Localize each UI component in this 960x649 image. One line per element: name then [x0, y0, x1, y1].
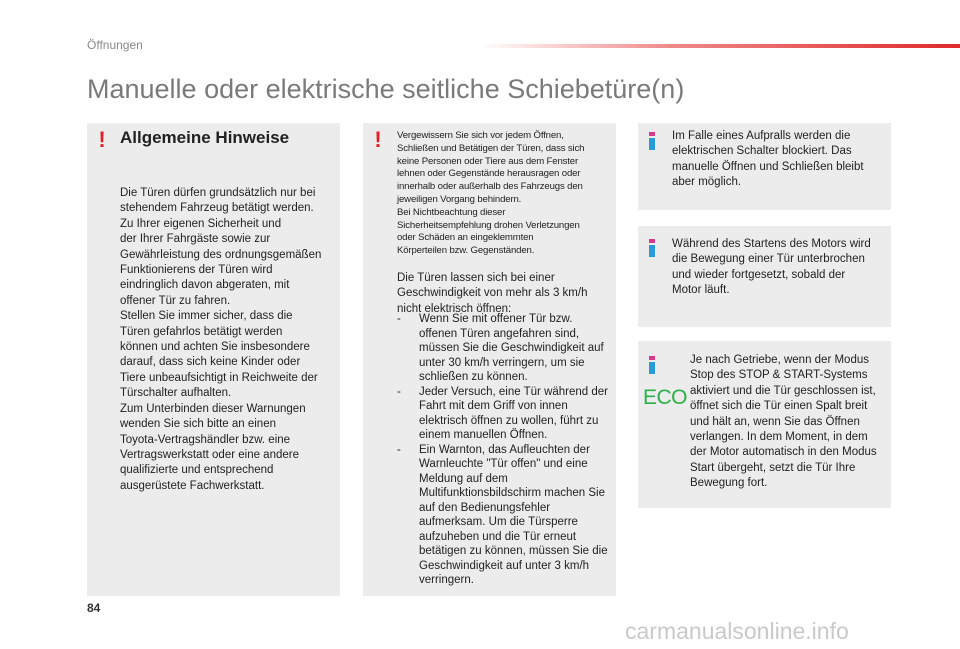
- warning-icon: !: [374, 127, 382, 152]
- watermark: carmanualsonline.info: [625, 618, 849, 644]
- general-notes-heading: Allgemeine Hinweise: [120, 128, 290, 147]
- safety-warning-small-text: Vergewissern Sie sich vor jedem Öffnen, Schließen und Betätigen der Türen, dass sich keine Personen oder Tiere aus dem Fenster lehnen oder Gegenstände herausragen oder innerhalb oder außerhalb des Fahrzeugs den jeweiligen Vorgang behindern. Bei Nichtbeachtung dieser Sicherheitsempfehlung drohen Verletzungen oder Schäden an eingeklemmten Körperteilen bzw. Gegenständen.: [397, 130, 585, 257]
- eco-icon: ECO: [643, 386, 688, 409]
- list-item: - Wenn Sie mit offener Tür bzw. offenen Türen angefahren sind, müssen Sie die Geschwindigkeit auf unter 30 km/h verringern, um sie schließen zu können.: [397, 313, 604, 383]
- warning-icon: !: [98, 127, 106, 152]
- engine-start-info-text: Während des Startens des Motors wird die Bewegung einer Tür unterbrochen und wieder fortgesetzt, sobald der Motor läuft.: [672, 238, 871, 297]
- page-number: 84: [87, 601, 101, 615]
- speed-limit-list: [397, 312, 612, 588]
- list-item: - Jeder Versuch, eine Tür während der Fahrt mit dem Griff von innen elektrisch öffnen zu wollen, führt zu einem manuellen Öffnen.: [397, 385, 609, 441]
- impact-info-text: Im Falle eines Aufpralls werden die elektrischen Schalter blockiert. Das manuelle Öffnen und Schließen bleibt aber möglich.: [672, 130, 864, 189]
- info-icon: [649, 239, 655, 257]
- page-title: Manuelle oder elektrische seitliche Schiebetüre(n): [87, 74, 685, 104]
- list-item: - Ein Warnton, das Aufleuchten der Warnleuchte "Tür offen" und eine Meldung auf dem Multifunktionsbildschirm machen Sie auf den Bedienungsfehler aufmerksam. Um die Türsperre aufzuheben und die Tür erneut betätigen zu können, müssen Sie die Geschwindigkeit auf unter 3 km/h verringern.: [397, 443, 608, 586]
- speed-limit-intro: Die Türen lassen sich bei einer Geschwindigkeit von mehr als 3 km/h nicht elektrisch öffnen:: [397, 272, 588, 315]
- section-label: Öffnungen: [87, 38, 143, 52]
- info-icon: [649, 356, 655, 374]
- stop-start-info-text: Je nach Getriebe, wenn der Modus Stop des STOP & START-Systems aktiviert und die Tür geschlossen ist, öffnet sich die Tür einen Spalt breit und hält an, wenn Sie das Öffnen verlangen. In dem Moment, in dem der Motor automatisch in den Modus Start übergeht, setzt die Tür Ihre Bewegung fort.: [690, 354, 877, 490]
- general-notes-text: Die Türen dürfen grundsätzlich nur bei stehendem Fahrzeug betätigt werden. Zu Ihrer eigenen Sicherheit und der Ihrer Fahrgäste sowie zur Gewährleistung des ordnungsgemäßen Funktionierens der Türen wird eindringlich davon abgeraten, mit offener Tür zu fahren. Stellen Sie immer sicher, dass die Türen gefahrlos betätigt werden können und achten Sie insbesondere darauf, dass sich keine Kinder oder Tiere unbeaufsichtigt in Reichweite der Türschalter aufhalten. Zum Unterbinden dieser Warnungen wenden Sie sich bitte an einen Toyota-Vertragshändler bzw. eine Vertragswerkstatt oder eine andere qualifizierte und entsprechend ausgerüstete Fachwerkstatt.: [120, 187, 322, 492]
- header-accent-bar: [480, 44, 960, 48]
- info-icon: [649, 132, 655, 150]
